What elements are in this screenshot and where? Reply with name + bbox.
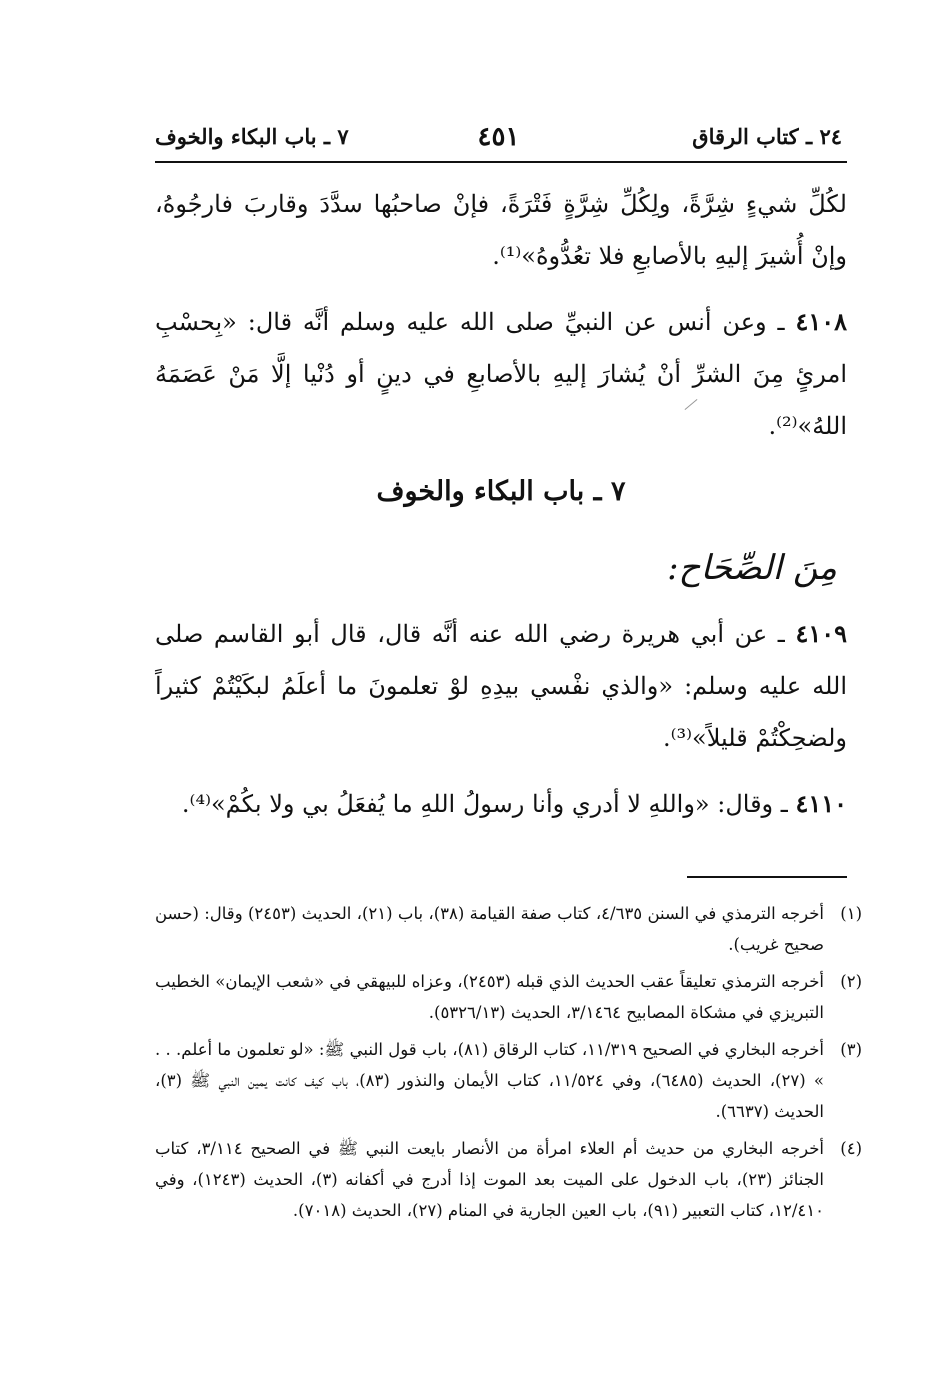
hadith-4110	[155, 778, 847, 830]
hadith-text: ـ وعن أنس عن النبيِّ صلى الله عليه وسلم أنَّه قال: «بِحسْبِ امرئٍ مِنَ الشرِّ أنْ يُشارَ إليهِ بالأصابعِ في دينٍ أو دُنْيا إلَّا مَنْ عَصَمَهُ اللهُ»⁽²⁾.	[155, 308, 847, 440]
footnote-marker: (٣)	[840, 1040, 862, 1059]
continued-paragraph: لكُلِّ شيءٍ شِرَّةً، ولِكُلِّ شِرَّةٍ فَتْرَةً، فإنْ صاحبُها سدَّدَ وقاربَ فارجُوهُ، وإنْ أُشيرَ إليهِ بالأصابعِ فلا تعُدُّوهُ»⁽¹⁾.	[155, 190, 847, 270]
footnote-2	[155, 966, 862, 1028]
footnote-marker: (١)	[840, 904, 862, 923]
hadith-text: ـ عن أبي هريرة رضي الله عنه أنَّه قال، قال أبو القاسم صلى الله عليه وسلم: «والذي نفْسي بيدِهِ لوْ تعلمونَ ما أعلَمُ لبكَيْتُمْ كثيراً ولضحِكْتُمْ قليلاً»⁽³⁾.	[155, 620, 847, 752]
footnote-marker: (٢)	[840, 972, 862, 991]
header-divider	[155, 161, 847, 163]
footnote-divider	[687, 876, 847, 878]
section-heading: مِنَ الصِّحَاح:	[667, 548, 837, 588]
chapter-heading: ٧ ـ باب البكاء والخوف	[376, 476, 626, 507]
footnote-text: أخرجه الترمذي في السنن ٤/٦٣٥، كتاب صفة القيامة (٣٨)، باب (٢١)، الحديث (٢٤٥٣) وقال: (حسن صحيح غريب).	[155, 904, 824, 954]
footnote-text: أخرجه البخاري من حديث أم العلاء امرأة من الأنصار بايعت النبي ﷺ في الصحيح ٣/١١٤، كتاب الجنائز (٢٣)، باب الدخول على الميت بعد الموت إذا أدرج في أكفانه (٣)، الحديث (١٢٤٣)، وفي ١٢/٤١٠، كتاب التعبير (٩١)، باب العين الجارية في المنام (٢٧)، الحديث (٧٠١٨).	[155, 1139, 824, 1220]
hadith-number: ٤١٠٩	[795, 619, 848, 648]
page-number: ٤٥١	[477, 122, 520, 152]
footnote-text: أخرجه الترمذي تعليقاً عقب الحديث الذي قبله (٢٤٥٣)، وعزاه للبيهقي في «شعب الإيمان» الخطيب التبريزي في مشكاة المصابيح ٣/١٤٦٤، الحديث (٥٣٢٦/١٣).	[155, 972, 824, 1022]
main-text	[155, 178, 847, 844]
hadith-4109	[155, 608, 847, 764]
hadith-4108	[155, 296, 847, 452]
running-chapter-title: ٧ ـ باب البكاء والخوف	[155, 124, 349, 149]
footnote-3	[155, 1034, 862, 1127]
footnotes	[155, 898, 862, 1232]
hadith-text: ـ وقال: «واللهِ لا أدري وأنا رسولُ اللهِ ما يُفعَلُ بي ولا بكُمْ»⁽⁴⁾.	[181, 790, 796, 818]
hadith-number: ٤١١٠	[795, 789, 847, 818]
footnote-4	[155, 1133, 862, 1226]
footnote-marker: (٤)	[840, 1139, 862, 1158]
book-title: ٢٤ ـ كتاب الرقاق	[692, 124, 842, 149]
hadith-number: ٤١٠٨	[795, 307, 847, 336]
footnote-1	[155, 898, 862, 960]
footnote-text: أخرجه البخاري في الصحيح ١١/٣١٩، كتاب الرقاق (٨١)، باب قول النبي ﷺ: «لو تعلمون ما أعلم. . . » (٢٧)، الحديث (٦٤٨٥)، وفي ١١/٥٢٤، كتاب الأيمان والنذور (٨٣)، باب كيف كانت يمين النبي ﷺ (٣)، الحديث (٦٦٣٧).	[155, 1040, 824, 1121]
page-header	[155, 112, 842, 162]
